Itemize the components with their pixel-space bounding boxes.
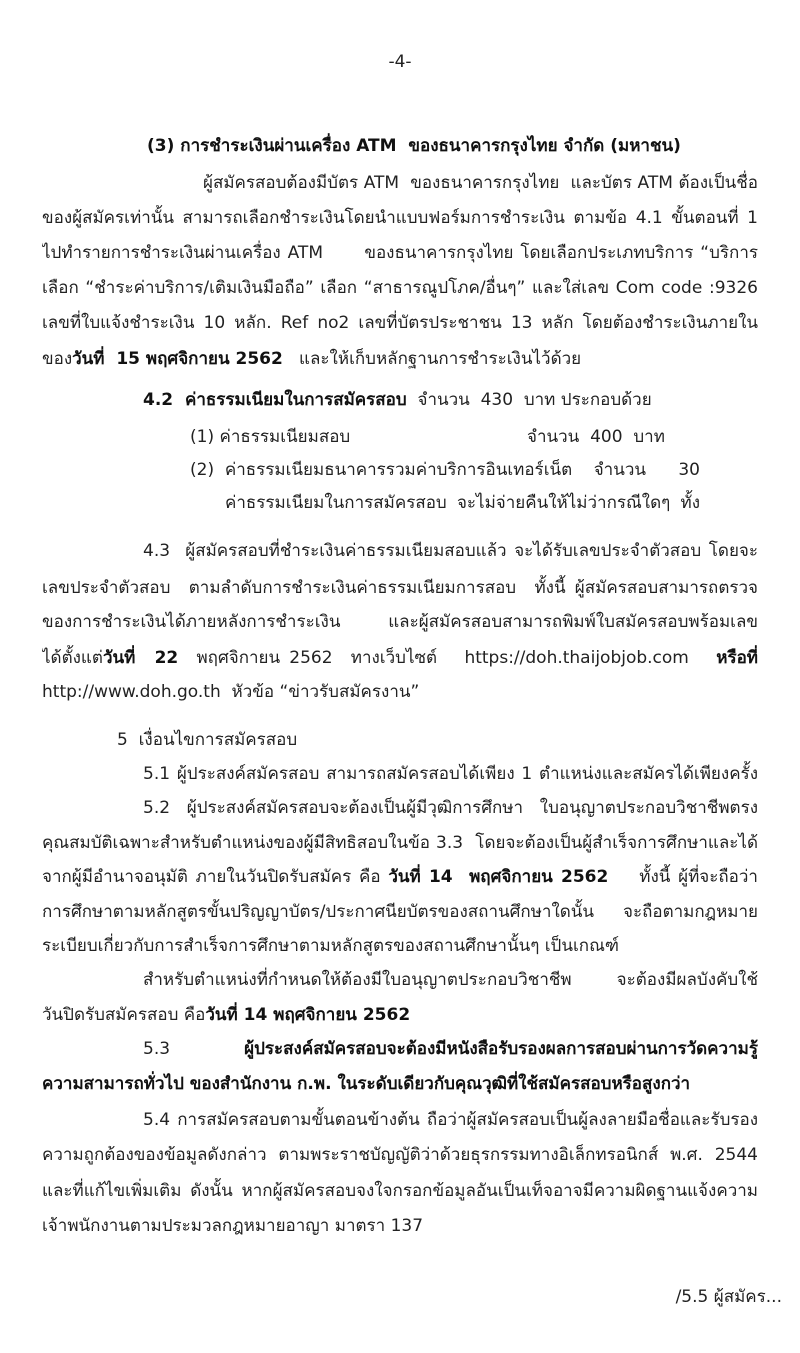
- bold-text: วันที่ 22: [102, 648, 179, 668]
- bold-text: ผู้ประสงค์สมัครสอบจะต้องมีหนังสือรับรองผลการสอบผ่านการวัดความรู้: [244, 1039, 758, 1059]
- bold-text: วันที่ 14 พฤศจิกายน 2562: [205, 1005, 411, 1025]
- text-line-fee-note: [225, 486, 700, 521]
- text: และให้เก็บหลักฐานการชำระเงินไว้ด้วย: [282, 349, 582, 369]
- text-line-p4-3-3: [42, 605, 758, 640]
- text: เลขประจำตัวสอบ ตามลำดับการชำระเงินค่าธรรมเนียมการสอบ ทั้งนี้ ผู้สมัครสอบสามารถตรวจ: [42, 578, 758, 598]
- text: 4.3 ผู้สมัครสอบที่ชำระเงินค่าธรรมเนียมสอบแล้ว จะได้รับเลขประจำตัวสอบ โดยจะ: [143, 541, 758, 561]
- text: /5.5 ผู้สมัคร...: [675, 1287, 782, 1307]
- text: ไปทำรายการชำระเงินผ่านเครื่อง ATM ของธนาคารกรุงไทย โดยเลือกประเภทบริการ “บริการ: [42, 243, 758, 263]
- text-line-p5-2-2: [42, 826, 758, 861]
- text: ความถูกต้องของข้อมูลดังกล่าว ตามพระราชบัญญัติว่าด้วยธุรกรรมทางอิเล็กทรอนิกส์ พ.ศ. 2544: [42, 1145, 758, 1165]
- text-line-p4-3-2: [42, 571, 758, 606]
- text-line-fee-4-2: [143, 383, 758, 418]
- text-line-fee-1-amount: [527, 420, 700, 455]
- text-line-p5-2-6: [143, 963, 758, 998]
- text: ของการชำระเงินได้ภายหลังการชำระเงิน และผู้สมัครสอบสามารถพิมพ์ใบสมัครสอบพร้อมเลข: [42, 612, 758, 632]
- text-line-p5-4-3: [42, 1174, 758, 1209]
- bold-text: 4.2 ค่าธรรมเนียมในการสมัครสอบ: [143, 390, 407, 410]
- text: 5.2 ผู้ประสงค์สมัครสอบจะต้องเป็นผู้มีวุฒิการศึกษา ใบอนุญาตประกอบวิชาชีพตรง: [143, 798, 758, 818]
- text-line-p5-4-2: [42, 1138, 758, 1173]
- text-line-p5-4-1: [143, 1103, 758, 1138]
- text: http://www.doh.go.th หัวข้อ “ข่าวรับสมัครงาน”: [42, 682, 420, 702]
- text-line-fee-1: [190, 420, 520, 455]
- text: 5.4 การสมัครสอบตามขั้นตอนข้างต้น ถือว่าผู้สมัครสอบเป็นผู้ลงลายมือชื่อและรับรอง: [143, 1110, 758, 1130]
- text: การศึกษาตามหลักสูตรขั้นปริญญาบัตร/ประกาศนียบัตรของสถานศึกษาใดนั้น จะถือตามกฎหมาย: [42, 902, 758, 922]
- text: 5.1 ผู้ประสงค์สมัครสอบ สามารถสมัครสอบได้เพียง 1 ตำแหน่งและสมัครได้เพียงครั้ง: [143, 764, 758, 784]
- text: จำนวน 400 บาท: [527, 427, 665, 447]
- page-number: -4-: [388, 52, 412, 72]
- bold-text: วันที่ 15 พฤศจิกายน 2562: [72, 349, 283, 369]
- bold-text: วันที่ 14 พฤศจิกายน 2562: [388, 867, 609, 887]
- text: ของผู้สมัครเท่านั้น สามารถเลือกชำระเงินโดยนำแบบฟอร์มการชำระเงิน ตามข้อ 4.1 ขั้นตอนที่ 1: [42, 208, 758, 228]
- text: (1) ค่าธรรมเนียมสอบ: [190, 427, 351, 447]
- text: เลขที่ใบแจ้งชำระเงิน 10 หลัก. Ref no2 เลขที่บัตรประชาชน 13 หลัก โดยต้องชำระเงินภายใน: [42, 313, 758, 333]
- text: สำหรับตำแหน่งที่กำหนดให้ต้องมีใบอนุญาตประกอบวิชาชีพ จะต้องมีผลบังคับใช้: [143, 970, 758, 990]
- text: ผู้สมัครสอบต้องมีบัตร ATM ของธนาคารกรุงไทย และบัตร ATM ต้องเป็นชื่อ: [203, 173, 758, 193]
- text: (2) ค่าธรรมเนียมธนาคารรวมค่าบริการอินเทอร์เน็ต จำนวน 30: [190, 460, 700, 480]
- bold-text: ความสามารถทั่วไป ของสำนักงาน ก.พ. ในระดับเดียวกับคุณวุฒิที่ใช้สมัครสอบหรือสูงกว่า: [42, 1074, 691, 1094]
- text-line-atm-5: [42, 306, 758, 341]
- text-line-p5-3-1: [143, 1032, 758, 1067]
- text-line-continuation: [560, 1280, 782, 1315]
- text: ได้ตั้งแต่: [42, 648, 103, 668]
- text: เจ้าพนักงานตามประมวลกฎหมายอาญา มาตรา 137: [42, 1216, 424, 1236]
- text-line-p4-3-1: [143, 534, 758, 569]
- text: 5 เงื่อนไขการสมัครสอบ: [117, 730, 298, 750]
- text: และที่แก้ไขเพิ่มเติม ดังนั้น หากผู้สมัครสอบจงใจกรอกข้อมูลอันเป็นเท็จอาจมีความผิดฐานแจ้งความ: [42, 1181, 758, 1201]
- text-line-atm-6: [42, 342, 758, 377]
- text-line-sec-5: [117, 723, 758, 758]
- text-line-p5-2-3: [42, 860, 758, 895]
- text: พฤศจิกายน 2562 ทางเว็บไซต์ https://doh.thaijobjob.com: [178, 648, 717, 668]
- text-line-p4-3-5: [42, 675, 758, 710]
- text-line-fee-2: [190, 453, 700, 488]
- text-line-atm-4: [42, 271, 758, 306]
- text: เลือก “ชำระค่าบริการ/เติมเงินมือถือ” เลือก “สาธารณูปโภค/อื่นๆ” และใส่เลข Com code :9326: [42, 278, 758, 298]
- text-line-p5-3-2: [42, 1067, 758, 1102]
- text: ระเบียบเกี่ยวกับการสำเร็จการศึกษาตามหลักสูตรของสถานศึกษานั้นๆ เป็นเกณฑ์: [42, 936, 619, 956]
- text-line-p5-2-4: [42, 895, 758, 930]
- text-line-p5-2-7: [42, 998, 758, 1033]
- text-line-p4-3-4: [42, 641, 758, 676]
- text: จากผู้มีอำนาจอนุมัติ ภายในวันปิดรับสมัคร คือ: [42, 867, 389, 887]
- text: ของ: [42, 349, 73, 369]
- bold-text: (3) การชำระเงินผ่านเครื่อง ATM ของธนาคารกรุงไทย จำกัด (มหาชน): [147, 136, 681, 156]
- text: วันปิดรับสมัครสอบ คือ: [42, 1005, 206, 1025]
- text: 5.3: [143, 1039, 245, 1059]
- text-line-p5-2-5: [42, 929, 758, 964]
- text-line-atm-3: [42, 236, 758, 271]
- text-line-p5-2-1: [143, 791, 758, 826]
- bold-text: หรือที่: [716, 648, 758, 668]
- text-line-atm-1: [203, 166, 758, 201]
- text-line-p5-4-4: [42, 1209, 758, 1244]
- text: คุณสมบัติเฉพาะสำหรับตำแหน่งของผู้มีสิทธิสอบในข้อ 3.3 โดยจะต้องเป็นผู้สำเร็จการศึกษาและได้: [42, 833, 758, 853]
- text: จำนวน 430 บาท ประกอบด้วย: [406, 390, 652, 410]
- text: ค่าธรรมเนียมในการสมัครสอบ จะไม่จ่ายคืนให้ไม่ว่ากรณีใดๆ ทั้ง: [225, 493, 700, 513]
- text-line-title-3-atm: [147, 129, 760, 164]
- text-line-atm-2: [42, 201, 758, 236]
- text: ทั้งนี้ ผู้ที่จะถือว่า: [639, 867, 758, 887]
- text-line-p5-1: [143, 757, 758, 792]
